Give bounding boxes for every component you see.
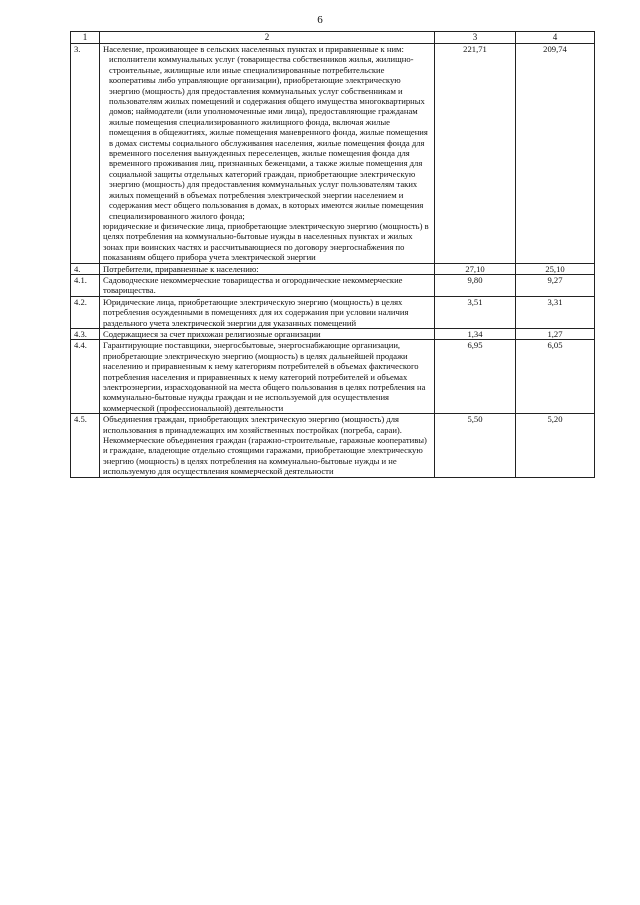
row-paragraph: Население, проживающее в сельских населенных пунктах и приравненные к ним:	[103, 44, 404, 54]
row-paragraph: Потребители, приравненные к населению:	[103, 263, 259, 274]
row-value-col4: 9,27	[516, 274, 595, 296]
page-number: 6	[317, 14, 323, 26]
column-header-1: 1	[71, 32, 100, 44]
row-number: 4.4.	[71, 340, 100, 414]
row-number: 4.	[71, 263, 100, 274]
row-value-col4: 1,27	[516, 328, 595, 339]
row-value-col3: 221,71	[435, 44, 516, 264]
row-number: 4.3.	[71, 328, 100, 339]
table-row	[71, 328, 595, 339]
row-value-col3: 5,50	[435, 414, 516, 477]
row-description	[100, 263, 435, 274]
row-number: 4.5.	[71, 414, 100, 477]
row-paragraph: Содержащиеся за счет прихожан религиозные организации	[103, 328, 321, 339]
row-description	[100, 296, 435, 328]
row-value-col4: 3,31	[516, 296, 595, 328]
row-value-col3: 1,34	[435, 328, 516, 339]
row-paragraph: Некоммерческие объединения граждан (гаражно-строительные, гаражные кооперативы) и граждане, владеющие отдельно стоящими гаражами, приобретающие электрическую энергию (мощность) в целях потребления на коммунально-бытовые нужды и не используемую для осуществления коммерческой деятельности	[103, 435, 427, 477]
table-row	[71, 274, 595, 296]
table-row	[71, 44, 595, 264]
row-paragraph: Объединения граждан, приобретающих электрическую энергию (мощность) для использования в принадлежащих им хозяйственных постройках (погреба, сараи).	[103, 414, 402, 435]
row-description	[100, 328, 435, 339]
row-value-col4: 209,74	[516, 44, 595, 264]
column-header-4: 4	[516, 32, 595, 44]
column-header-2: 2	[100, 32, 435, 44]
row-value-col3: 6,95	[435, 340, 516, 414]
row-number: 4.1.	[71, 274, 100, 296]
table-header-row	[71, 32, 595, 44]
row-value-col3: 27,10	[435, 263, 516, 274]
row-paragraph: исполнители коммунальных услуг (товарищества собственников жилья, жилищно-строительные, жилищные или иные специализированные потребительские кооперативы либо управляющие организации), приобретающие электрическую энергию (мощность) для предоставления коммунальных услуг собственникам и пользователям жилых помещений и содержания общего имущества многоквартирных домов; наймодатели (или уполномоченные ими лица), предоставляющие гражданам жилые помещения специализированного жилищного фонда, включая жилые помещения в общежитиях, жилые помещения маневренного фонда, жилые помещения в домах системы социального обслуживания населения, жилые помещения фонда для временного поселения вынужденных переселенцев, жилые помещения фонда для временного проживания лиц, признанных беженцами, а также жилые помещения для социальной защиты отдельных категорий граждан, приобретающие электрическую энергию (мощность) для предоставления коммунальных услуг пользователям таких жилых помещений в объемах потребления электрической энергии населением и содержания мест общего пользования в домах, в которых имеются жилые помещения специализированного жилого фонда;	[109, 54, 428, 221]
table-row	[71, 296, 595, 328]
row-number: 4.2.	[71, 296, 100, 328]
row-description	[100, 414, 435, 477]
row-value-col4: 5,20	[516, 414, 595, 477]
row-description	[100, 44, 435, 264]
row-value-col3: 3,51	[435, 296, 516, 328]
row-paragraph: Юридические лица, приобретающие электрическую энергию (мощность) в целях потребления осужденными в помещениях для их содержания при условии наличия раздельного учета электрической энергии для указанных помещений	[103, 296, 409, 328]
row-number: 3.	[71, 44, 100, 264]
row-value-col4: 25,10	[516, 263, 595, 274]
row-description	[100, 340, 435, 414]
table-row	[71, 263, 595, 274]
table-row	[71, 340, 595, 414]
row-paragraph: юридические и физические лица, приобретающие электрическую энергию (мощность) в целях потребления на коммунально-бытовые нужды в населенных пунктах и жилых зонах при воинских частях и рассчитывающиеся по договору энергоснабжения по показаниям общего прибора учета электрической энергии	[103, 220, 429, 263]
column-header-3: 3	[435, 32, 516, 44]
row-value-col3: 9,80	[435, 274, 516, 296]
row-value-col4: 6,05	[516, 340, 595, 414]
row-paragraph: Садоводческие некоммерческие товарищества и огороднические некоммерческие товарищества.	[103, 274, 403, 296]
tariff-table	[70, 31, 595, 478]
table-row	[71, 414, 595, 477]
row-description	[100, 274, 435, 296]
row-paragraph: Гарантирующие поставщики, энергосбытовые, энергоснабжающие организации, приобретающие электрическую энергию (мощность) в целях дальнейшей продажи населению и приравненным к нему категориям потребителей в объемах фактического потребления населения и приравненных к нему категорий потребителей и объемах электроэнергии, израсходованной на места общего пользования в целях потребления на коммунально-бытовые нужды граждан и не используемой для осуществления коммерческой (профессиональной) деятельности	[103, 340, 426, 413]
